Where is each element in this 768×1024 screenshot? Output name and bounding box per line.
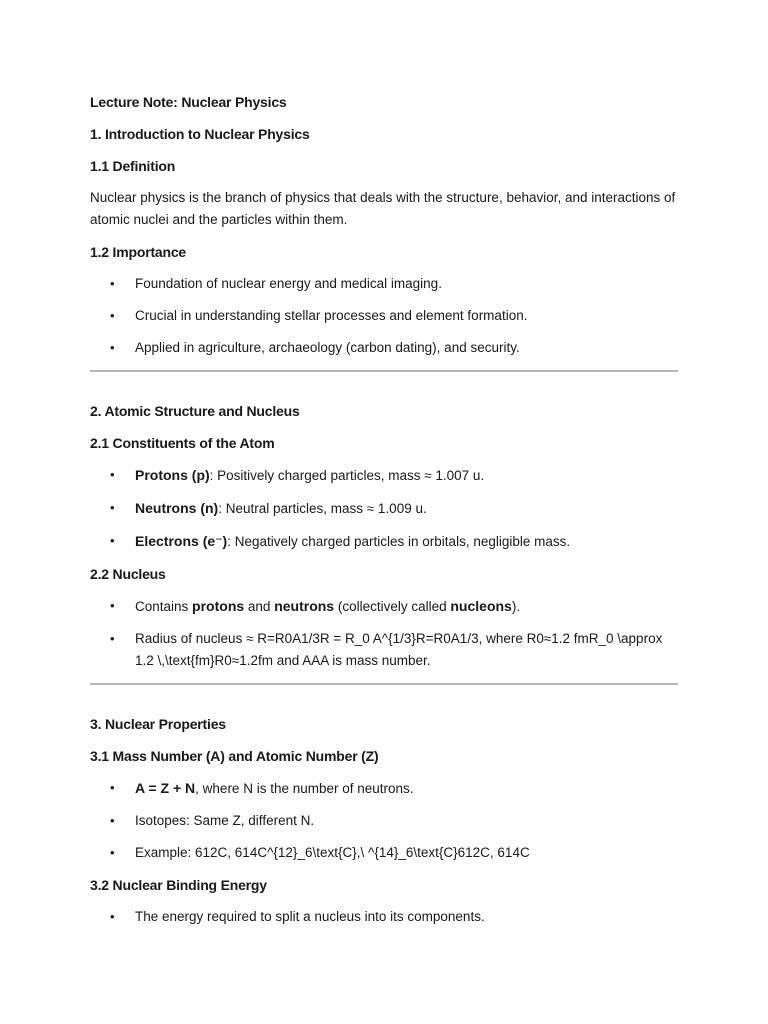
horizontal-divider xyxy=(90,370,678,372)
subsection-3-1-heading: 3.1 Mass Number (A) and Atomic Number (Z) xyxy=(90,748,379,764)
list-item: • The energy required to split a nucleus into its components. xyxy=(90,906,678,928)
document-title: Lecture Note: Nuclear Physics xyxy=(90,94,287,110)
binding-energy-list xyxy=(90,906,678,928)
subsection-1-2-heading: 1.2 Importance xyxy=(90,244,187,260)
subsection-1-1-heading: 1.1 Definition xyxy=(90,158,176,174)
bullet-icon: • xyxy=(110,467,115,482)
section-3-heading: 3. Nuclear Properties xyxy=(90,716,226,732)
subsection-2-2-heading: 2.2 Nucleus xyxy=(90,566,166,582)
bullet-icon: • xyxy=(110,598,115,613)
subsection-2-1-heading: 2.1 Constituents of the Atom xyxy=(90,435,275,451)
bullet-icon: • xyxy=(110,500,115,515)
bullet-icon: • xyxy=(110,845,115,860)
list-item: • Electrons (e⁻): Negatively charged particles in orbitals, negligible mass. xyxy=(90,530,678,553)
horizontal-divider xyxy=(90,683,678,685)
list-item: • Neutrons (n): Neutral particles, mass ≈ 1.009 u. xyxy=(90,497,678,520)
bullet-icon: • xyxy=(110,533,115,548)
bullet-icon: • xyxy=(110,631,115,646)
bullet-icon: • xyxy=(110,276,115,291)
bullet-icon: • xyxy=(110,813,115,828)
document-body xyxy=(90,91,678,938)
list-item: • Applied in agriculture, archaeology (carbon dating), and security. xyxy=(90,337,678,359)
list-item: • Radius of nucleus ≈ R=R0A1/3R = R_0 A^{1/3}R=R0A1/3, where R0≈1.2 fmR_0 \approx 1.2 \,\text{fm}R0≈1.2fm and AAA is mass number. xyxy=(90,628,678,672)
constituents-list xyxy=(90,464,678,553)
bullet-icon: • xyxy=(110,340,115,355)
bullet-icon: • xyxy=(110,909,115,924)
bullet-icon: • xyxy=(110,308,115,323)
importance-list xyxy=(90,273,678,359)
nucleus-list xyxy=(90,595,678,672)
list-item: • Crucial in understanding stellar processes and element formation. xyxy=(90,305,678,327)
list-item: • Foundation of nuclear energy and medical imaging. xyxy=(90,273,678,295)
list-item: • Isotopes: Same Z, different N. xyxy=(90,810,678,832)
definition-paragraph: Nuclear physics is the branch of physics that deals with the structure, behavior, and interactions of atomic nuclei and the particles within them. xyxy=(90,190,676,227)
bullet-icon: • xyxy=(110,780,115,795)
list-item: • Example: 612C, 614C^{12}_6\text{C},\ ^{14}_6\text{C}612C, 614C xyxy=(90,842,678,864)
subsection-3-2-heading: 3.2 Nuclear Binding Energy xyxy=(90,877,267,893)
section-2-heading: 2. Atomic Structure and Nucleus xyxy=(90,403,300,419)
section-1-heading: 1. Introduction to Nuclear Physics xyxy=(90,126,310,142)
list-item: • Contains protons and neutrons (collectively called nucleons). xyxy=(90,595,678,618)
mass-number-list xyxy=(90,777,678,864)
list-item: • Protons (p): Positively charged particles, mass ≈ 1.007 u. xyxy=(90,464,678,487)
list-item: • A = Z + N, where N is the number of neutrons. xyxy=(90,777,678,800)
